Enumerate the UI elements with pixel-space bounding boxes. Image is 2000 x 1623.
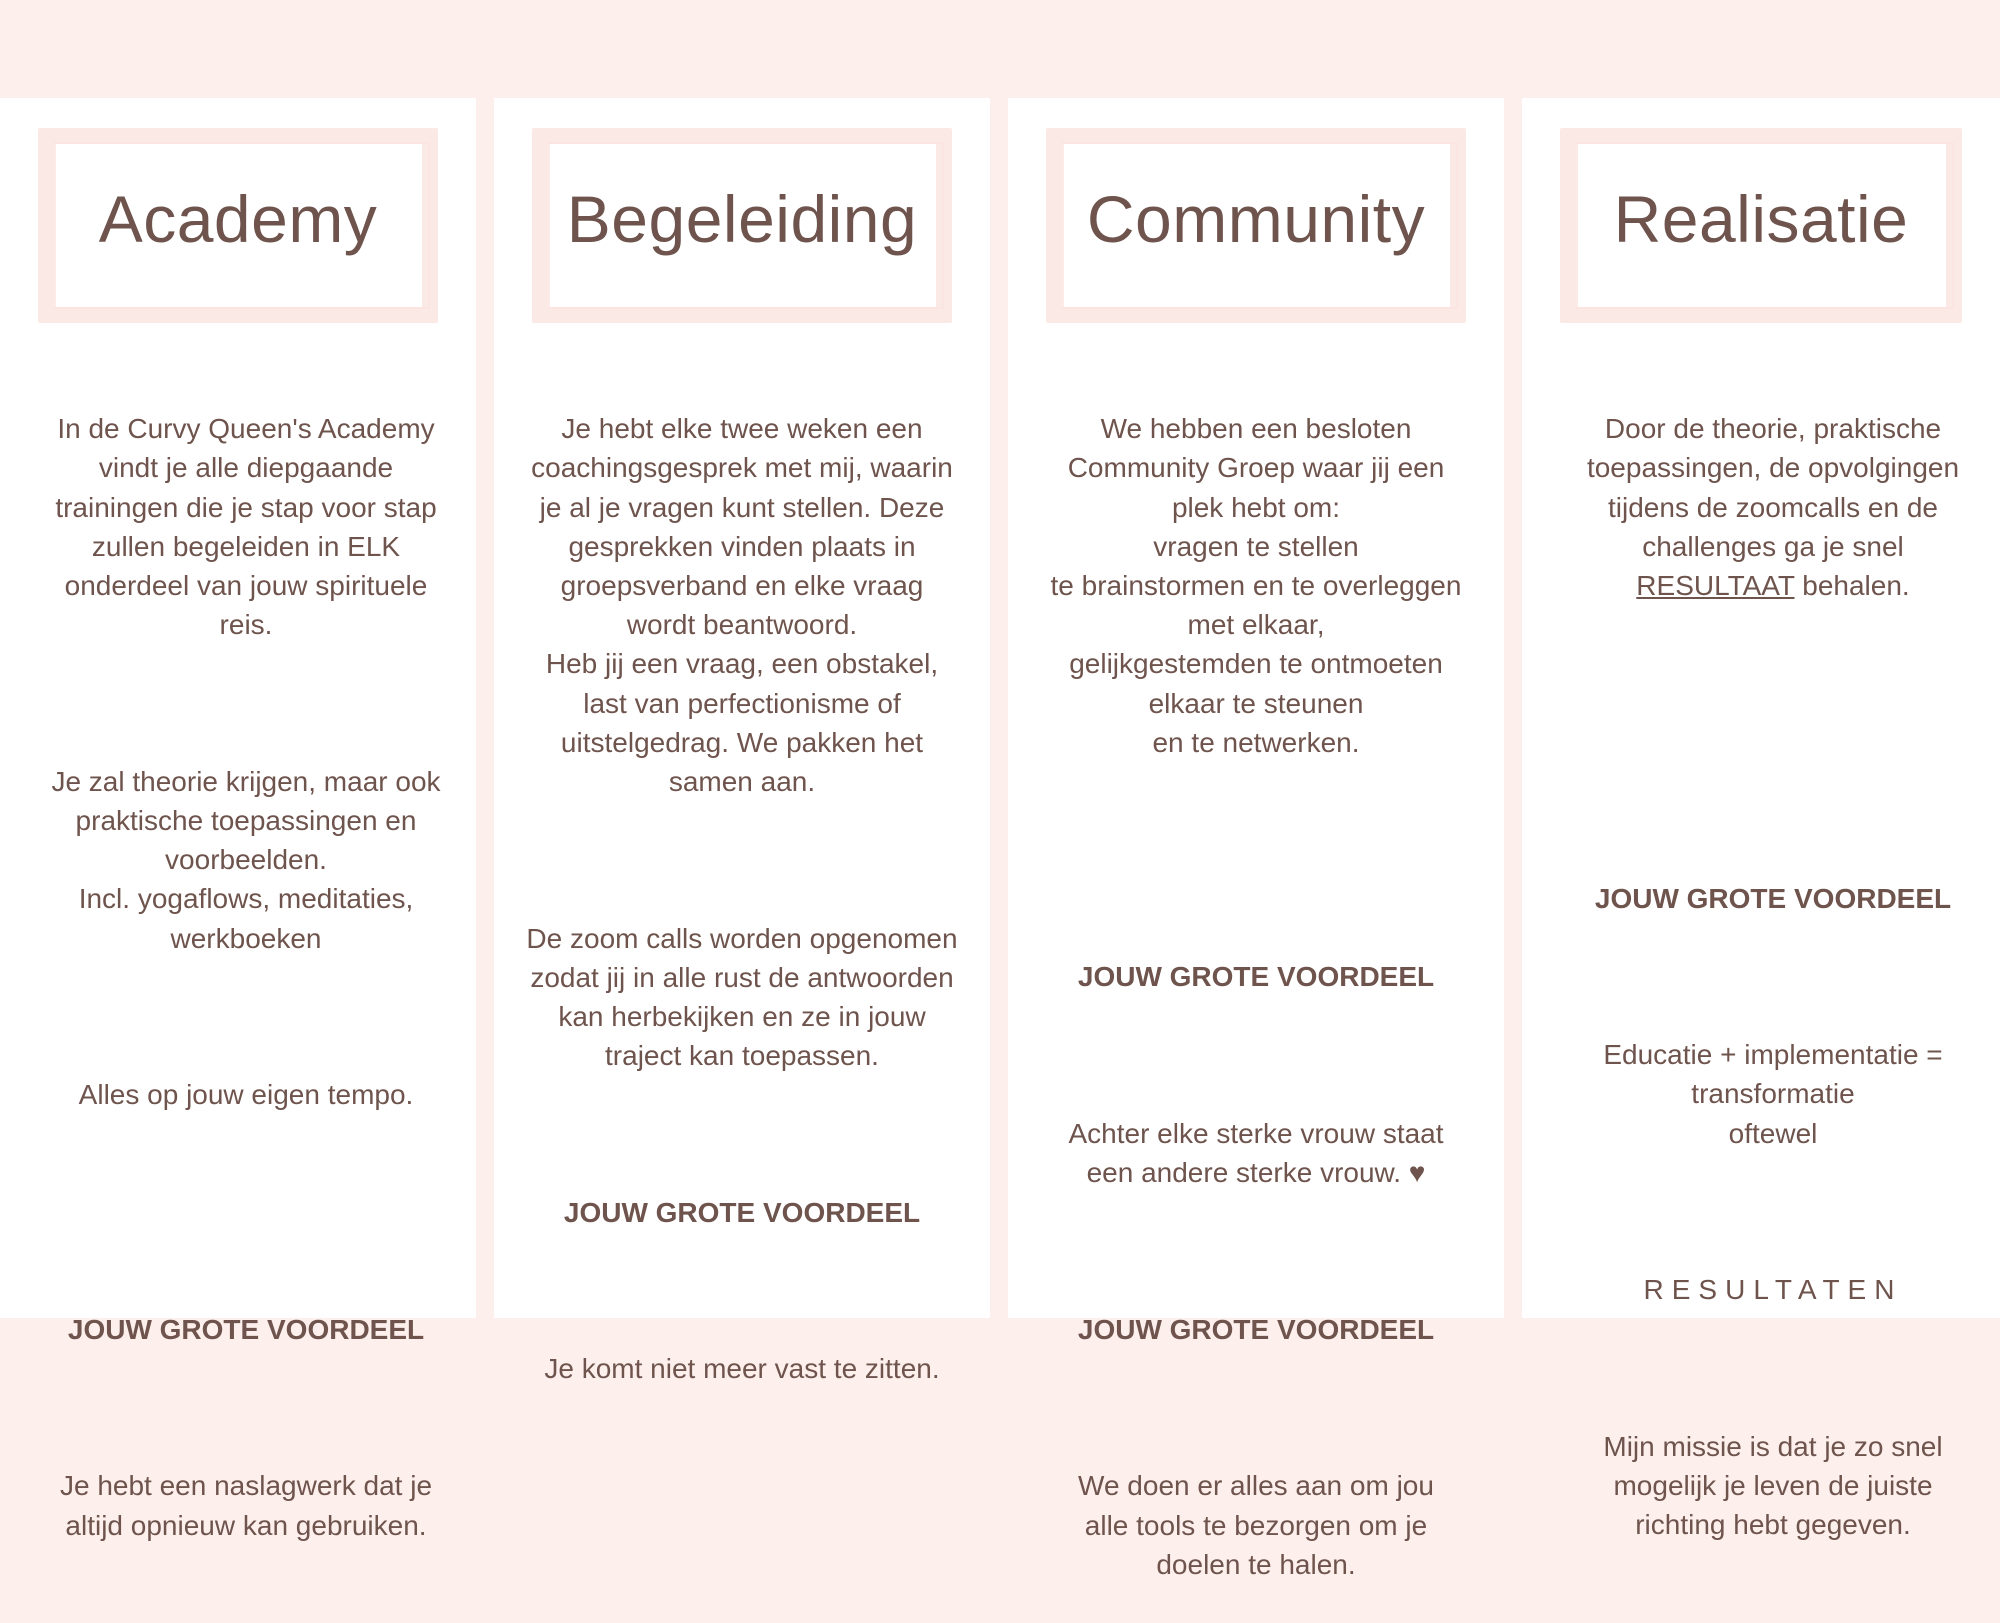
heart-icon: ♥ — [1408, 1157, 1426, 1189]
column-body — [518, 370, 966, 1428]
column-title: Community — [1086, 182, 1426, 256]
column-academy — [0, 98, 476, 1541]
paragraph: De zoom calls worden opgenomen zodat jij in alle rust de antwoorden kan herbekijken en ze in jouw traject kan toepassen. — [526, 922, 958, 1072]
voordeel-text: Je komt niet meer vast te zitten. — [544, 1353, 940, 1385]
voordeel-label: JOUW GROTE VOORDEEL — [563, 1196, 921, 1228]
voordeel-label: JOUW GROTE VOORDEEL — [67, 1313, 425, 1345]
paragraph: Door de theorie, praktische toepassingen, de opvolgingen tijdens de zoomcalls en de challenges ga je snel RESULTAAT behalen. — [1586, 413, 1960, 602]
column-title: Academy — [98, 182, 378, 256]
column-title: Begeleiding — [566, 182, 918, 256]
column-begeleiding — [494, 98, 990, 1385]
voordeel-text: Achter elke sterke vrouw staat een andere sterke vrouw. ♥ — [1068, 1118, 1444, 1189]
paragraph: We hebben een besloten Community Groep waar jij een plek hebt om: vragen te stellen te brainstormen en te overleggen met elkaar, gelijkgestemden te ontmoeten elkaar te steunen en te netwerken. — [1050, 413, 1462, 758]
column-body — [1048, 370, 1464, 1623]
column-body — [1564, 370, 1982, 1584]
voordeel-text: Je hebt een naslagwerk dat je altijd opnieuw kan gebruiken. — [59, 1470, 433, 1541]
voordeel-label: JOUW GROTE VOORDEEL — [1077, 961, 1435, 993]
equation: Educatie + implementatie = transformatie oftewel — [1603, 1039, 1943, 1149]
paragraph: In de Curvy Queen's Academy vindt je alle diepgaande trainingen die je stap voor stap zullen begeleiden in ELK onderdeel van jouw spirituele reis. — [55, 413, 437, 641]
column-community — [1008, 98, 1504, 1580]
voordeel-label-2: JOUW GROTE VOORDEEL — [1077, 1313, 1435, 1345]
resultaten-label: RESULTATEN — [1643, 1274, 1903, 1306]
paragraph: Je hebt elke twee weken een coachingsgesprek met mij, waarin je al je vragen kunt stellen. Deze gesprekken vinden plaats in groepsverband en elke vraag wordt beantwoord. Heb jij een vraag, een obstakel, last van perfectionisme of uitstelgedrag. We pakken het samen aan. — [531, 413, 953, 798]
paragraph: Alles op jouw eigen tempo. — [78, 1079, 414, 1111]
voordeel-text-2: We doen er alles aan om jou alle tools te bezorgen om je doelen te halen. — [1078, 1470, 1434, 1580]
column-realisatie — [1522, 98, 2000, 1541]
paragraph: Je zal theorie krijgen, maar ook praktische toepassingen en voorbeelden. Incl. yogaflows, meditaties, werkboeken — [51, 765, 441, 954]
voordeel-label: JOUW GROTE VOORDEEL — [1594, 882, 1952, 914]
resultaat-underlined: RESULTAAT — [1636, 570, 1795, 602]
column-body — [36, 370, 456, 1584]
column-title: Realisatie — [1613, 182, 1909, 256]
mission: Mijn missie is dat je zo snel mogelijk je leven de juiste richting hebt gegeven. — [1603, 1430, 1943, 1541]
